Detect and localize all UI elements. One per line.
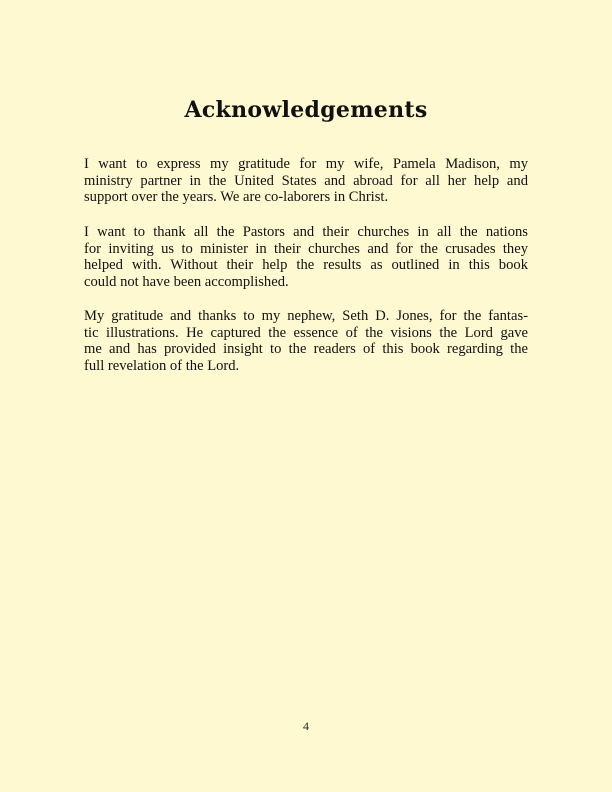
paragraph-pastors bbox=[84, 224, 528, 291]
paragraph-line: helped with. Without their help the results as outlined in this book bbox=[84, 257, 528, 274]
page-number: 4 bbox=[303, 719, 309, 733]
paragraph-line: tic illustrations. He captured the essence of the visions the Lord gave bbox=[84, 324, 528, 341]
paragraph-line: I want to express my gratitude for my wife, Pamela Madison, my bbox=[84, 156, 528, 172]
paragraph-line: me and has provided insight to the readers of this book regarding the bbox=[84, 341, 528, 358]
paragraph-wife bbox=[84, 156, 528, 206]
paragraph-line: support over the years. We are co-laborers in Christ. bbox=[84, 189, 389, 206]
paragraph-line: could not have been accomplished. bbox=[84, 274, 289, 291]
paragraph-line: full revelation of the Lord. bbox=[84, 358, 240, 375]
paragraph-nephew bbox=[84, 308, 528, 375]
paragraph-line: ministry partner in the United States and abroad for all her help and bbox=[84, 172, 528, 189]
page-title: Acknowledgements bbox=[184, 97, 428, 123]
paragraph-line: I want to thank all the Pastors and their churches in all the nations bbox=[84, 224, 528, 240]
paragraph-line: for inviting us to minister in their churches and for the crusades they bbox=[84, 240, 528, 257]
paragraph-line: My gratitude and thanks to my nephew, Seth D. Jones, for the fantas- bbox=[84, 308, 528, 324]
